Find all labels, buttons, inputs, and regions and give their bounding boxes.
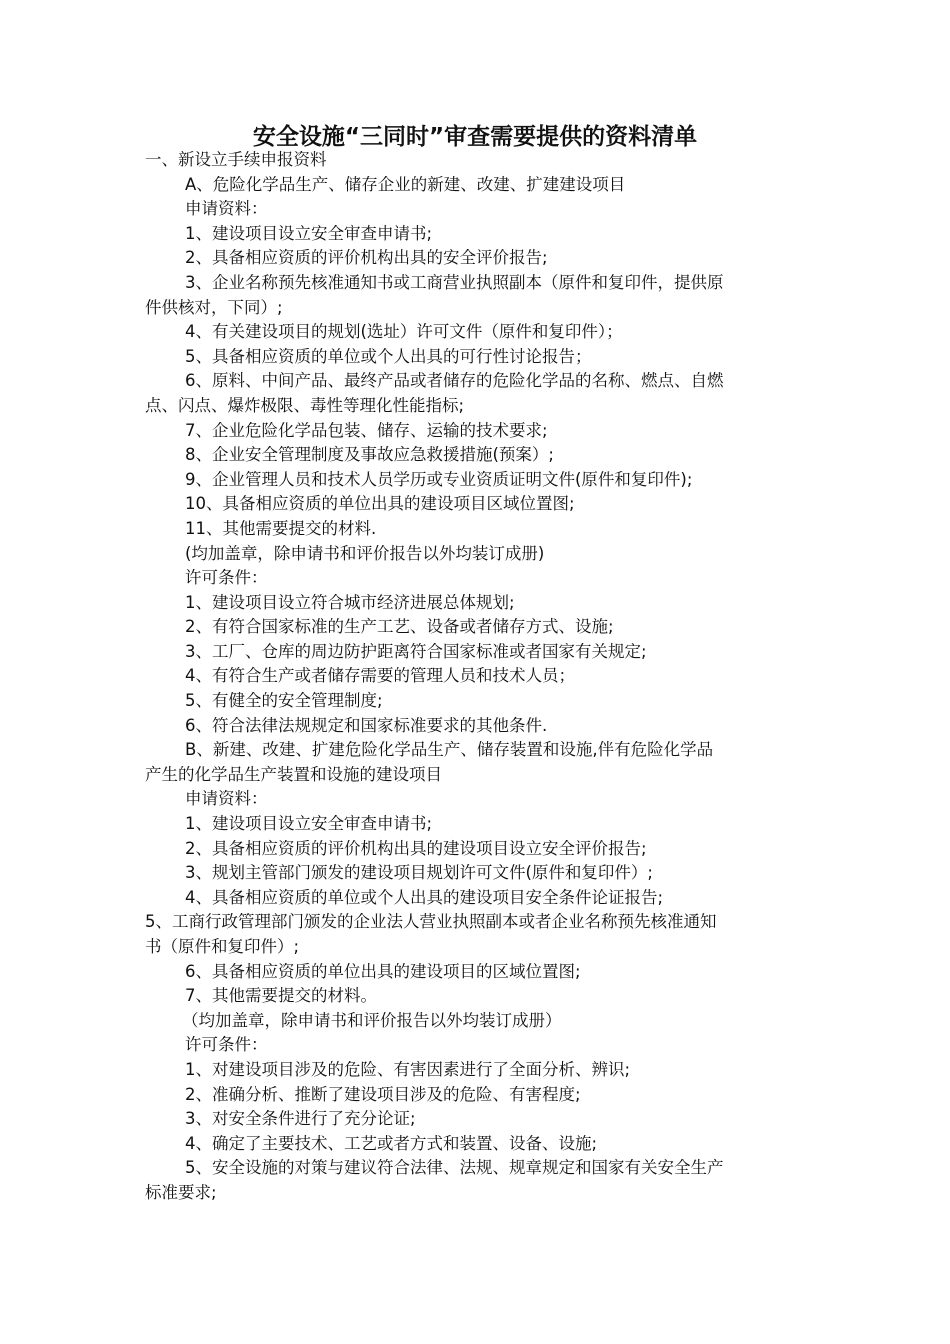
- list-item: 10、具备相应资质的单位出具的建设项目区域位置图;: [185, 494, 575, 514]
- list-item: 6、原料、中间产品、最终产品或者储存的危险化学品的名称、燃点、自燃: [185, 371, 724, 391]
- list-heading: 申请资料：: [185, 199, 268, 219]
- section-heading: 一、新设立手续申报资料: [145, 150, 327, 169]
- list-item: 1、对建设项目涉及的危险、有害因素进行了全面分析、辨识;: [185, 1059, 631, 1079]
- subsection-heading-continuation: 产生的化学品生产装置和设施的建设项目: [145, 764, 442, 784]
- list-item-continuation: 标准要求;: [145, 1182, 217, 1202]
- list-item: 5、具备相应资质的单位或个人出具的可行性讨论报告；: [185, 346, 592, 366]
- list-item: 1、建设项目设立安全审查申请书;: [185, 223, 433, 243]
- list-item-continuation: 书（原件和复印件）;: [145, 937, 300, 956]
- list-item: 7、企业危险化学品包装、储存、运输的技术要求;: [185, 420, 548, 440]
- list-item: 2、有符合国家标准的生产工艺、设备或者储存方式、设施;: [185, 617, 614, 637]
- list-item: 4、有符合生产或者储存需要的管理人员和技术人员；: [185, 666, 575, 686]
- subsection-heading: B、新建、改建、扩建危险化学品生产、储存装置和设施,伴有危险化学品: [185, 740, 714, 760]
- list-item: 2、准确分析、推断了建设项目涉及的危险、有害程度;: [185, 1084, 581, 1104]
- list-item: 5、有健全的安全管理制度;: [185, 691, 383, 711]
- list-item: 4、具备相应资质的单位或个人出具的建设项目安全条件论证报告;: [185, 887, 664, 907]
- list-heading: 许可条件：: [185, 1035, 268, 1055]
- list-item: 4、有关建设项目的规划(选址）许可文件（原件和复印件）；: [185, 322, 623, 342]
- list-item: 5、工商行政管理部门颁发的企业法人营业执照副本或者企业名称预先核准通知: [145, 912, 717, 932]
- list-item: 7、其他需要提交的材料。: [185, 986, 377, 1006]
- list-item: 3、企业名称预先核准通知书或工商营业执照副本（原件和复印件，提供原: [185, 272, 724, 292]
- list-heading: 申请资料：: [185, 789, 268, 809]
- list-heading: 许可条件：: [185, 568, 268, 588]
- note: （均加盖章，除申请书和评价报告以外均装订成册）: [182, 1010, 562, 1030]
- list-item: 9、企业管理人员和技术人员学历或专业资质证明文件(原件和复印件);: [185, 469, 693, 489]
- note: (均加盖章，除申请书和评价报告以外均装订成册): [185, 543, 545, 563]
- document-body: [145, 148, 807, 1206]
- list-item: 2、具备相应资质的评价机构出具的建设项目设立安全评价报告;: [185, 838, 647, 858]
- list-item: 1、建设项目设立安全审查申请书;: [185, 814, 433, 834]
- list-item: 6、符合法律法规规定和国家标准要求的其他条件.: [185, 715, 548, 735]
- subsection-heading: A、危险化学品生产、储存企业的新建、改建、扩建建设项目: [185, 174, 626, 194]
- list-item: 8、企业安全管理制度及事故应急救援措施(预案）;: [185, 445, 554, 465]
- list-item: 3、规划主管部门颁发的建设项目规划许可文件(原件和复印件）;: [185, 863, 653, 883]
- document-title: 安全设施“三同时”审查需要提供的资料清单: [252, 124, 698, 150]
- list-item-continuation: 件供核对，下同）;: [145, 297, 283, 317]
- list-item-continuation: 点、闪点、爆炸极限、毒性等理化性能指标;: [145, 395, 465, 415]
- list-item: 1、建设项目设立符合城市经济进展总体规划;: [185, 592, 515, 612]
- list-item: 3、工厂、仓库的周边防护距离符合国家标准或者国家有关规定;: [185, 641, 647, 661]
- list-item: 11、其他需要提交的材料.: [185, 518, 377, 538]
- list-item: 5、安全设施的对策与建议符合法律、法规、规章规定和国家有关安全生产: [185, 1158, 724, 1178]
- list-item: 6、具备相应资质的单位出具的建设项目的区域位置图;: [185, 961, 581, 981]
- list-item: 4、确定了主要技术、工艺或者方式和装置、设备、设施;: [185, 1133, 598, 1153]
- list-item: 3、对安全条件进行了充分论证;: [185, 1109, 416, 1129]
- list-item: 2、具备相应资质的评价机构出具的安全评价报告;: [185, 248, 548, 268]
